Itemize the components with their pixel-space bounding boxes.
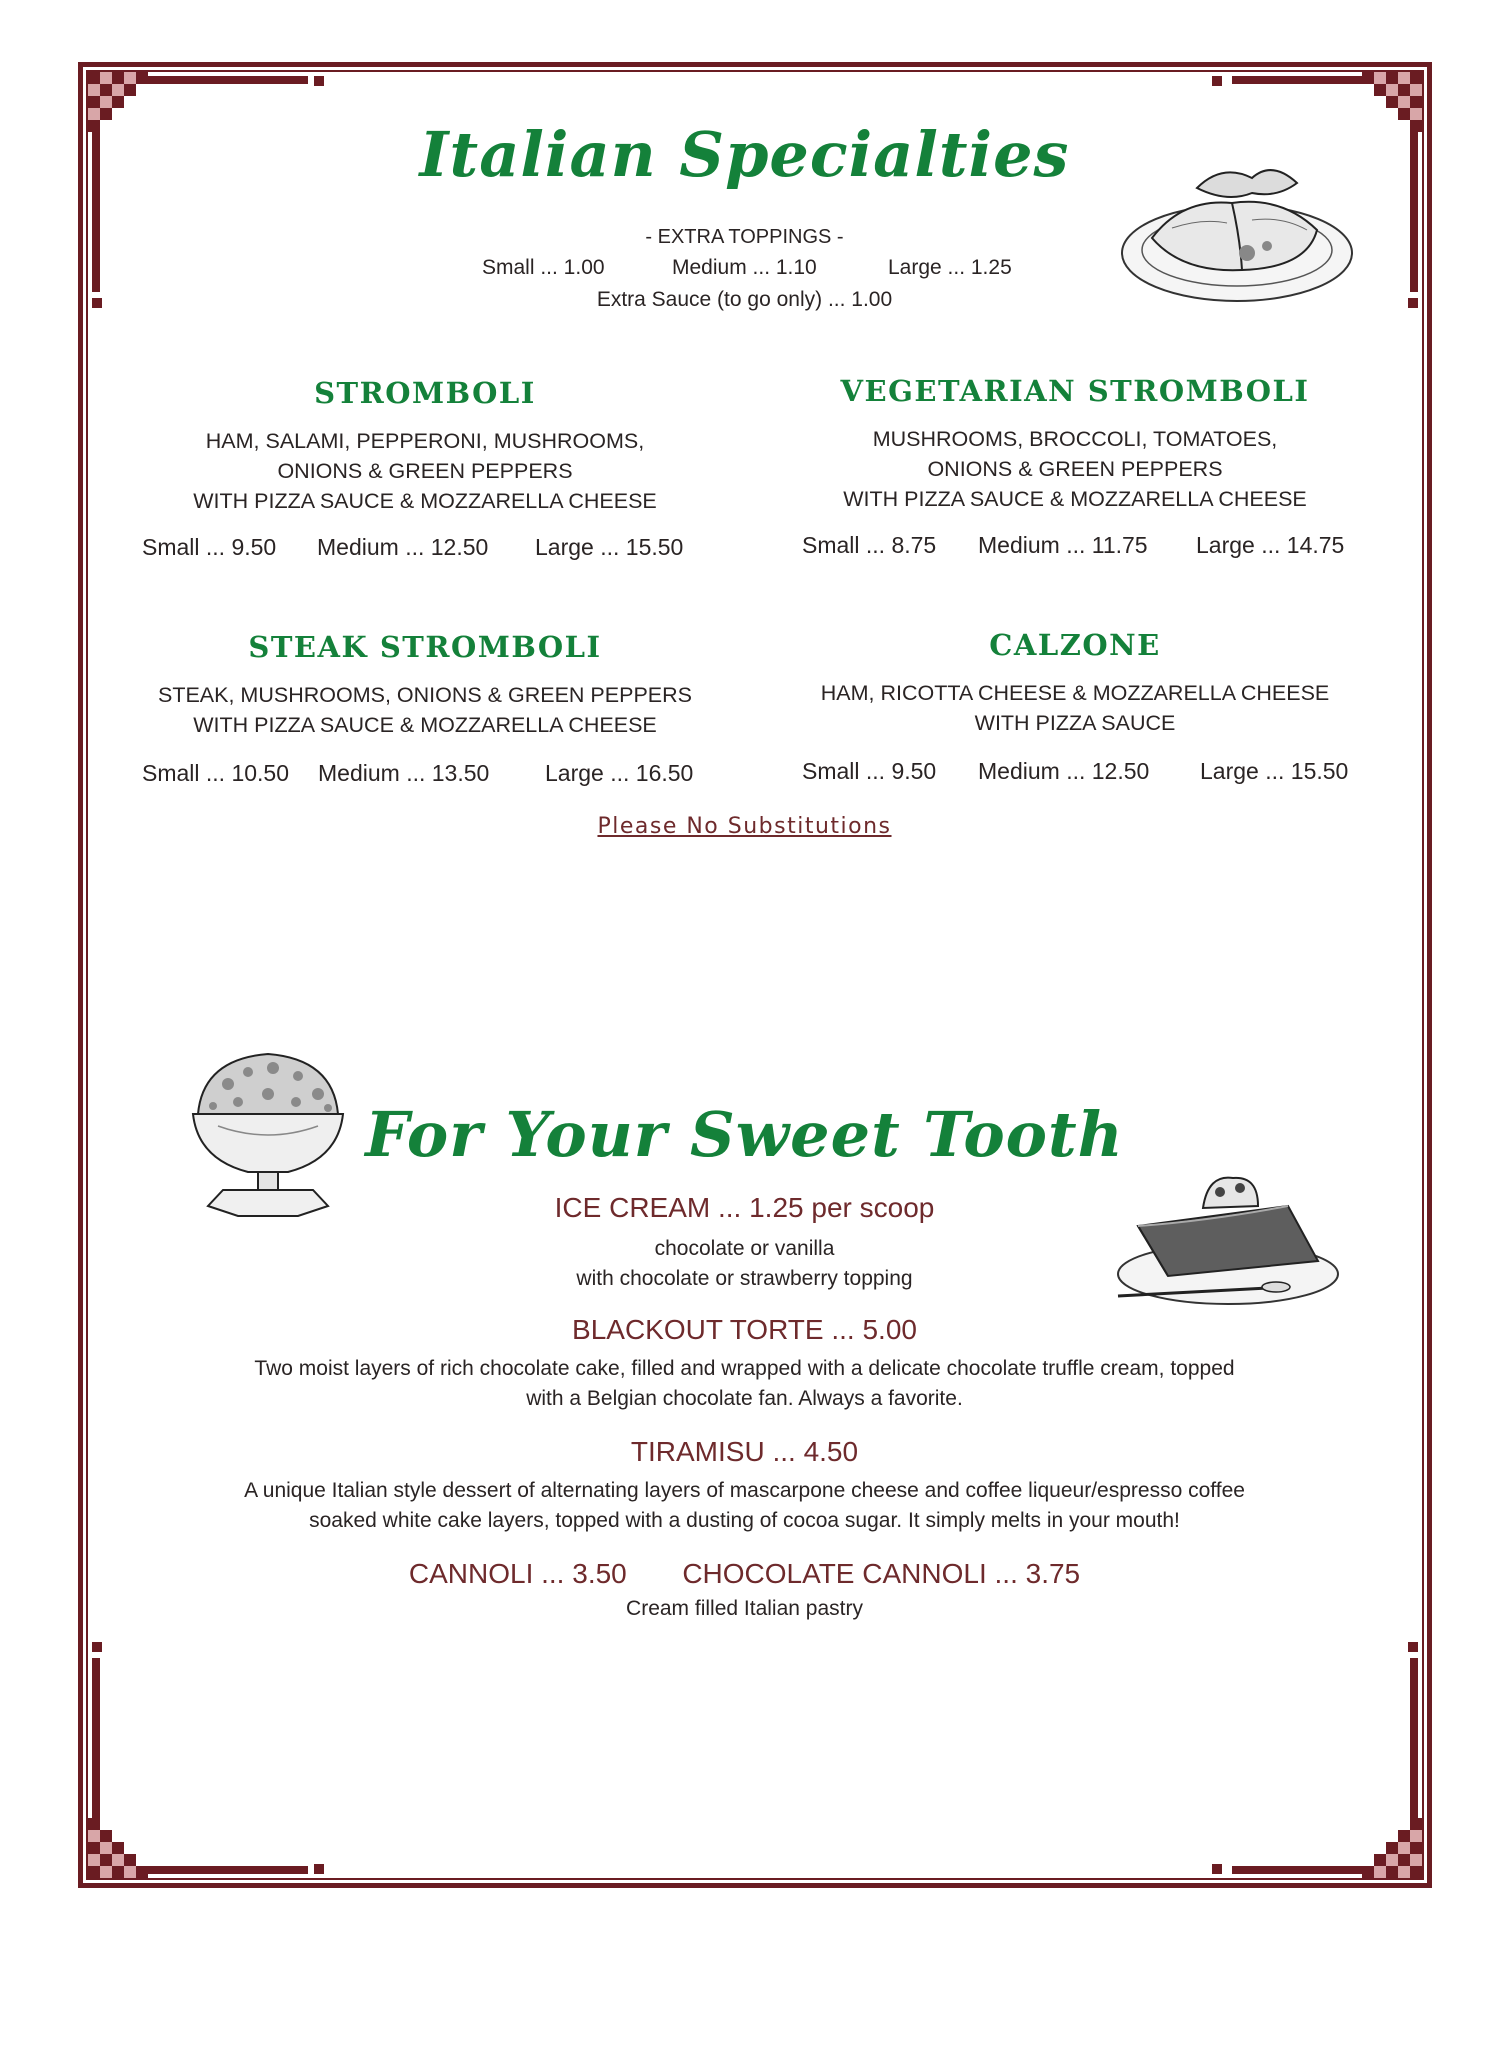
description-line: HAM, RICOTTA CHEESE & MOZZARELLA CHEESE	[820, 681, 1330, 705]
ice-cream-toppings: with chocolate or strawberry topping	[576, 1267, 913, 1290]
stromboli-heading: STROMBOLI	[314, 376, 536, 410]
corner-decoration-bottom-right	[1162, 1618, 1422, 1878]
price-small: Small ... 9.50	[802, 758, 937, 784]
italian-specialties-title: Italian Specialties	[419, 118, 1070, 191]
price-large: Large ... 16.50	[545, 760, 694, 786]
description-line: MUSHROOMS, BROCCOLI, TOMATOES,	[872, 427, 1278, 451]
ice-cream-item: ICE CREAM ... 1.25 per scoop	[554, 1192, 935, 1223]
tiramisu-item: TIRAMISU ... 4.50	[630, 1436, 859, 1467]
calzone-description	[760, 678, 1390, 738]
chocolate-cannoli-item: CHOCOLATE CANNOLI ... 3.75	[682, 1558, 1081, 1589]
extra-toppings-prices	[0, 256, 1489, 286]
price-medium: Medium ... 12.50	[317, 534, 489, 560]
extra-sauce-price: Extra Sauce (to go only) ... 1.00	[596, 288, 893, 311]
cannoli-description: Cream filled Italian pastry	[626, 1597, 863, 1620]
ice-cream-flavors: chocolate or vanilla	[654, 1237, 835, 1260]
stromboli-description	[110, 426, 740, 516]
blackout-torte-item: BLACKOUT TORTE ... 5.00	[572, 1314, 917, 1345]
tiramisu-description-line2: soaked white cake layers, topped with a dusting of cocoa sugar. It simply melts in your mouth!	[309, 1509, 1180, 1532]
price-medium: Medium ... 11.75	[978, 532, 1148, 558]
price-large: Large ... 15.50	[1200, 758, 1349, 784]
extra-toppings-large: Large ... 1.25	[888, 256, 1012, 279]
cannoli-row	[0, 1558, 1489, 1590]
description-line: WITH PIZZA SAUCE & MOZZARELLA CHEESE	[193, 713, 657, 737]
price-medium: Medium ... 13.50	[318, 760, 490, 786]
no-substitutions-note: Please No Substitutions	[597, 814, 892, 839]
description-line: WITH PIZZA SAUCE	[974, 711, 1176, 735]
description-line: STEAK, MUSHROOMS, ONIONS & GREEN PEPPERS	[157, 683, 692, 707]
extra-toppings-label: - EXTRA TOPPINGS -	[645, 226, 844, 248]
description-line: WITH PIZZA SAUCE & MOZZARELLA CHEESE	[843, 487, 1307, 511]
calzone-prices	[0, 758, 1489, 788]
description-line: HAM, SALAMI, PEPPERONI, MUSHROOMS,	[205, 429, 645, 453]
price-large: Large ... 15.50	[535, 534, 684, 560]
vegetarian-stromboli-description	[760, 424, 1390, 514]
price-large: Large ... 14.75	[1196, 532, 1345, 558]
description-line: WITH PIZZA SAUCE & MOZZARELLA CHEESE	[193, 489, 657, 513]
description-line: ONIONS & GREEN PEPPERS	[277, 459, 573, 483]
price-small: Small ... 9.50	[142, 534, 277, 560]
price-small: Small ... 10.50	[142, 760, 290, 786]
blackout-torte-description-line1: Two moist layers of rich chocolate cake, filled and wrapped with a delicate chocolate truffle cream, topped	[254, 1357, 1235, 1380]
description-line: ONIONS & GREEN PEPPERS	[927, 457, 1223, 481]
steak-stromboli-heading: STEAK STROMBOLI	[248, 630, 602, 664]
price-medium: Medium ... 12.50	[978, 758, 1150, 784]
steak-stromboli-description	[110, 680, 740, 740]
price-small: Small ... 8.75	[802, 532, 937, 558]
cannoli-item: CANNOLI ... 3.50	[408, 1558, 627, 1589]
calzone-heading: CALZONE	[989, 628, 1161, 662]
extra-toppings-medium: Medium ... 1.10	[672, 256, 817, 279]
blackout-torte-description-line2: with a Belgian chocolate fan. Always a favorite.	[526, 1387, 963, 1410]
extra-toppings-small: Small ... 1.00	[482, 256, 605, 279]
sweet-tooth-title: For Your Sweet Tooth	[365, 1098, 1124, 1171]
tiramisu-description-line1: A unique Italian style dessert of alternating layers of mascarpone cheese and coffee liqueur/espresso coffee	[244, 1479, 1245, 1502]
corner-decoration-bottom-left	[88, 1618, 348, 1878]
vegetarian-stromboli-prices	[0, 532, 1489, 562]
vegetarian-stromboli-heading: VEGETARIAN STROMBOLI	[840, 374, 1310, 408]
